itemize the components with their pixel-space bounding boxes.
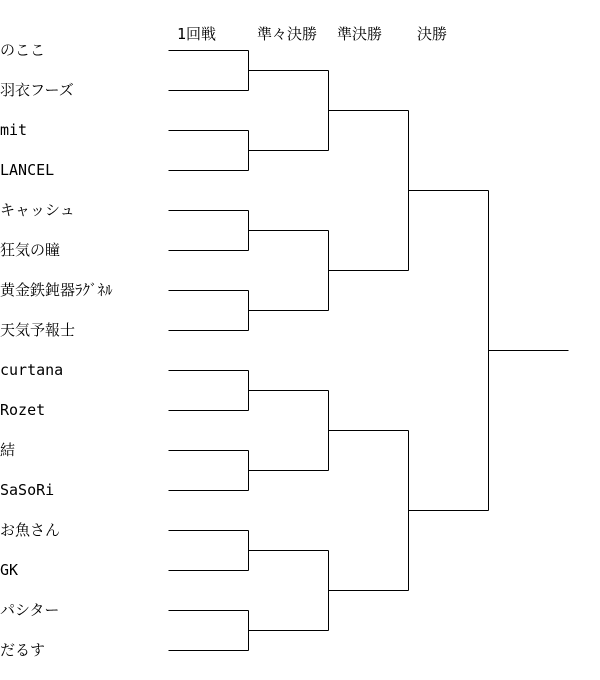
team-name: のここ [0, 41, 46, 59]
team-name: GK [0, 561, 19, 579]
team-name: 羽衣フーズ [0, 81, 74, 99]
round-label-first: 1回戦 [177, 25, 217, 43]
team-name: SaSoRi [0, 481, 55, 499]
team-name: Rozet [0, 401, 46, 419]
round-label-quarterfinal: 準々決勝 [257, 25, 318, 43]
team-name: LANCEL [0, 161, 55, 179]
team-name: 狂気の瞳 [0, 241, 61, 259]
team-name: だるす [0, 641, 46, 659]
round-label-semifinal: 準決勝 [337, 25, 383, 43]
team-name: curtana [0, 361, 64, 379]
team-name: mit [0, 121, 28, 139]
team-name: 結 [0, 441, 16, 459]
team-name: キャッシュ [0, 201, 75, 219]
team-name: お魚さん [0, 521, 61, 539]
team-name: 天気予報士 [0, 321, 76, 339]
team-name: 黄金鉄鈍器ﾗｸﾞﾈﾙ [0, 281, 113, 299]
round-label-final: 決勝 [417, 25, 448, 43]
team-name: パシター [0, 601, 60, 619]
